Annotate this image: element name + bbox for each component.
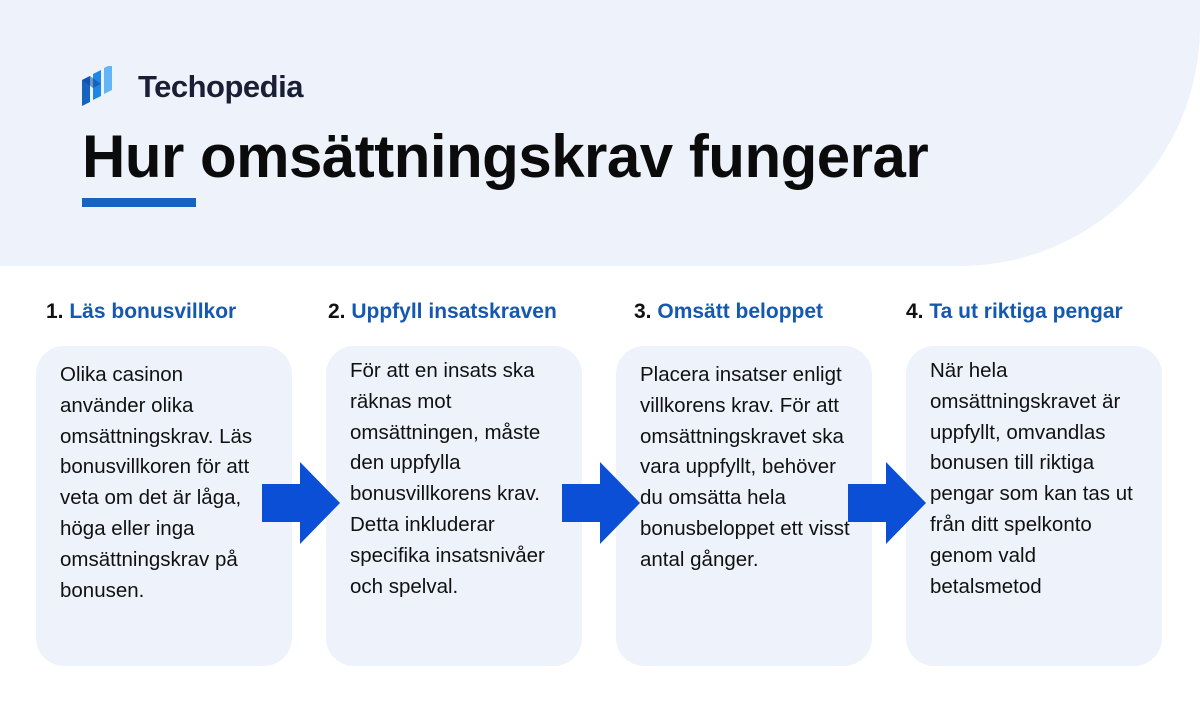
step-2-heading [328,300,557,324]
step-4-heading [906,300,1123,324]
techopedia-logo-icon [82,66,124,108]
step-4-text: När hela omsättningskravet är uppfyllt, omvandlas bonusen till riktiga pengar som kan tas ut från ditt spelkonto genom vald betalsmetod [930,359,1133,598]
step-3-number: 3. [634,300,652,323]
brand-name: Techopedia [138,69,303,104]
step-1-title: Läs bonusvillkor [69,300,237,323]
arrow-right-icon [262,462,342,544]
title-underline [82,198,196,207]
page-title: Hur omsättningskrav fungerar [82,123,929,190]
step-3-title: Omsätt beloppet [657,300,824,323]
step-4-number: 4. [906,300,924,323]
brand[interactable] [82,66,303,108]
step-3-heading [634,300,823,324]
step-4-title: Ta ut riktiga pengar [929,300,1123,323]
step-1-card [36,346,292,666]
step-2-number: 2. [328,300,346,323]
step-2-title: Uppfyll insatskraven [351,300,557,323]
step-2-text: För att en insats ska räknas mot omsättningen, måste den uppfylla bonusvillkorens krav. Detta inkluderar specifika insatsnivåer och spelval. [350,359,545,598]
step-1-number: 1. [46,300,64,323]
arrow-right-icon [562,462,642,544]
step-3-card [616,346,872,666]
step-1-heading [46,300,236,324]
step-3-text: Placera insatser enligt villkorens krav. För att omsättningskravet ska vara uppfyllt, behöver du omsätta hela bonusbeloppet ett visst antal gånger. [640,363,850,571]
step-1-text: Olika casinon använder olika omsättningskrav. Läs bonusvillkoren för att veta om det är låga, höga eller inga omsättningskrav på bonusen. [60,363,253,602]
step-2-card [326,346,582,666]
arrow-right-icon [848,462,928,544]
step-4-card [906,346,1162,666]
